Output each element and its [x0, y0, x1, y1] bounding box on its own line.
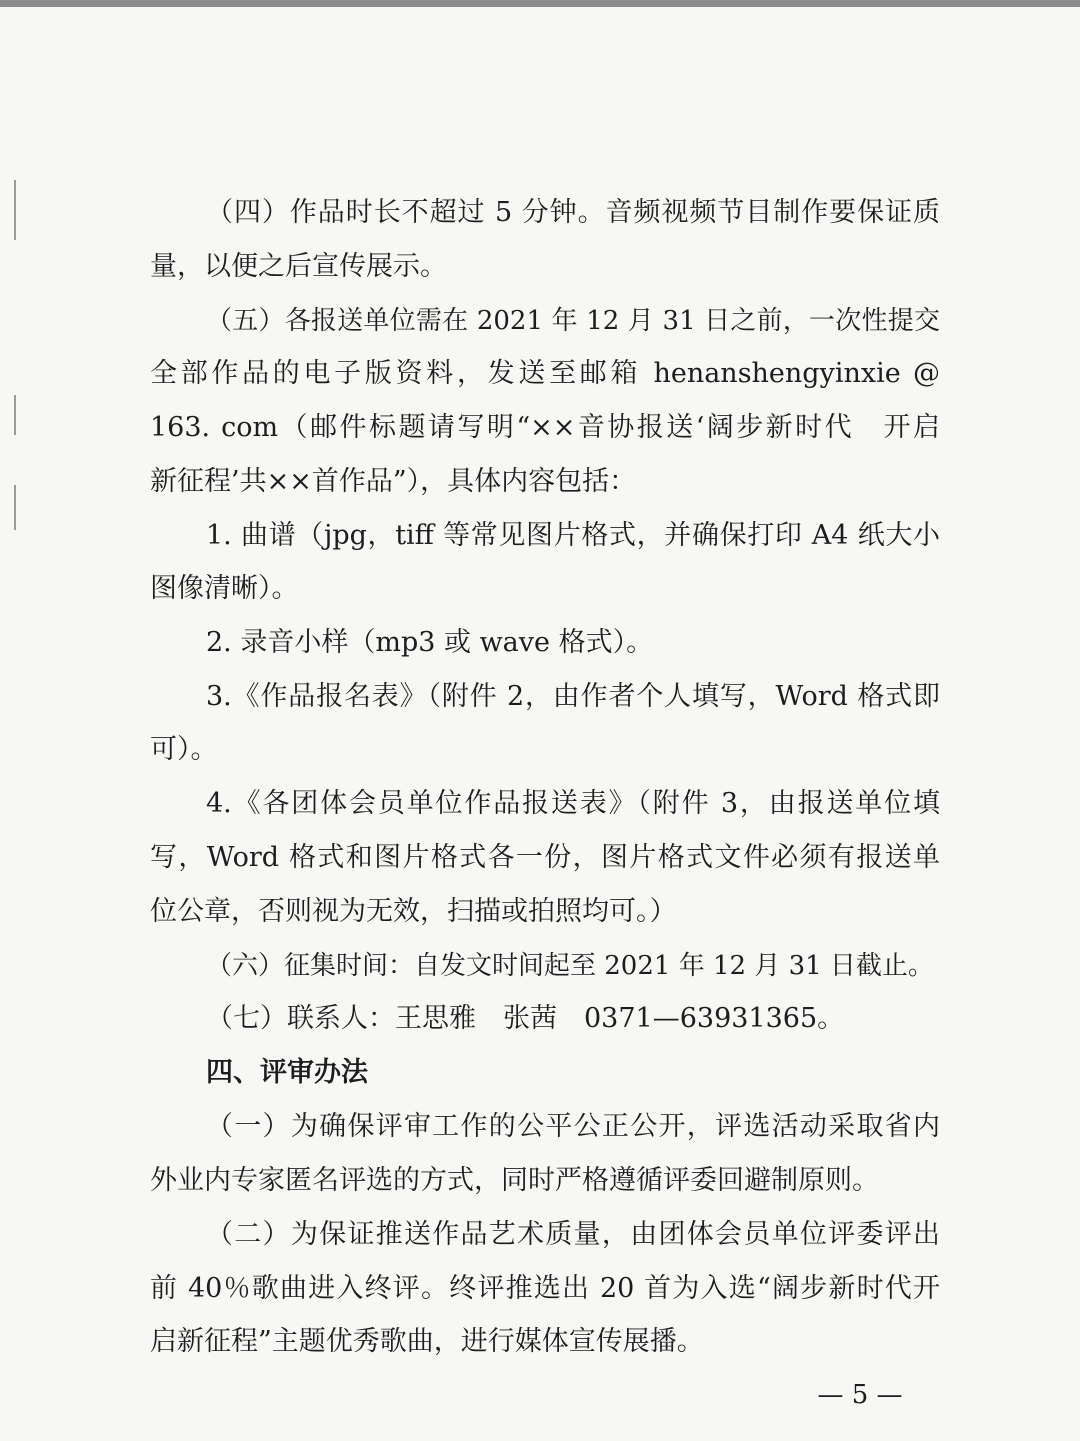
text-line: 写，Word 格式和图片格式各一份，图片格式文件必须有报送单: [150, 842, 940, 873]
scan-margin-mark: [14, 485, 16, 530]
text-line: （一）为确保评审工作的公平公正公开，评选活动采取省内: [206, 1111, 940, 1142]
scan-margin-mark: [14, 395, 16, 435]
section-heading: 四、评审办法: [206, 1057, 368, 1088]
text-line: （七）联系人：王思雅 张茜 0371—63931365。: [206, 1003, 845, 1034]
text-line: 3.《作品报名表》（附件 2，由作者个人填写，Word 格式即: [206, 681, 940, 712]
text-line: 4.《各团体会员单位作品报送表》（附件 3，由报送单位填: [206, 788, 940, 819]
text-line: 位公章，否则视为无效，扫描或拍照均可。）: [150, 896, 677, 927]
text-line: 图像清晰）。: [150, 573, 299, 604]
text-line: 量，以便之后宣传展示。: [150, 251, 447, 282]
text-line: 新征程’共××首作品”），具体内容包括：: [150, 466, 637, 497]
text-line: 外业内专家匿名评选的方式，同时严格遵循评委回避制原则。: [150, 1165, 879, 1196]
text-line: （六）征集时间：自发文时间起至 2021 年 12 月 31 日截止。: [206, 951, 934, 981]
text-line: （二）为保证推送作品艺术质量，由团体会员单位评委评出: [206, 1219, 940, 1250]
scan-margin-mark: [14, 180, 16, 240]
text-line: 163. com（邮件标题请写明“××音协报送‘阔步新时代 开启: [150, 412, 940, 443]
text-line: 全部作品的电子版资料，发送至邮箱 henanshengyinxie @: [150, 358, 940, 389]
text-line: 前 40％歌曲进入终评。终评推选出 20 首为入选“阔步新时代开: [150, 1273, 940, 1304]
scan-top-edge: [0, 0, 1080, 7]
text-line: 1. 曲谱（jpg，tiff 等常见图片格式，并确保打印 A4 纸大小: [206, 520, 940, 551]
text-line: 2. 录音小样（mp3 或 wave 格式）。: [206, 627, 654, 658]
page-number: — 5 —: [817, 1380, 903, 1410]
text-line: 可）。: [150, 734, 218, 765]
text-line: （五）各报送单位需在 2021 年 12 月 31 日之前，一次性提交: [206, 306, 940, 336]
text-line: 启新征程”主题优秀歌曲，进行媒体宣传展播。: [150, 1326, 704, 1357]
text-line: （四）作品时长不超过 5 分钟。音频视频节目制作要保证质: [206, 197, 940, 228]
